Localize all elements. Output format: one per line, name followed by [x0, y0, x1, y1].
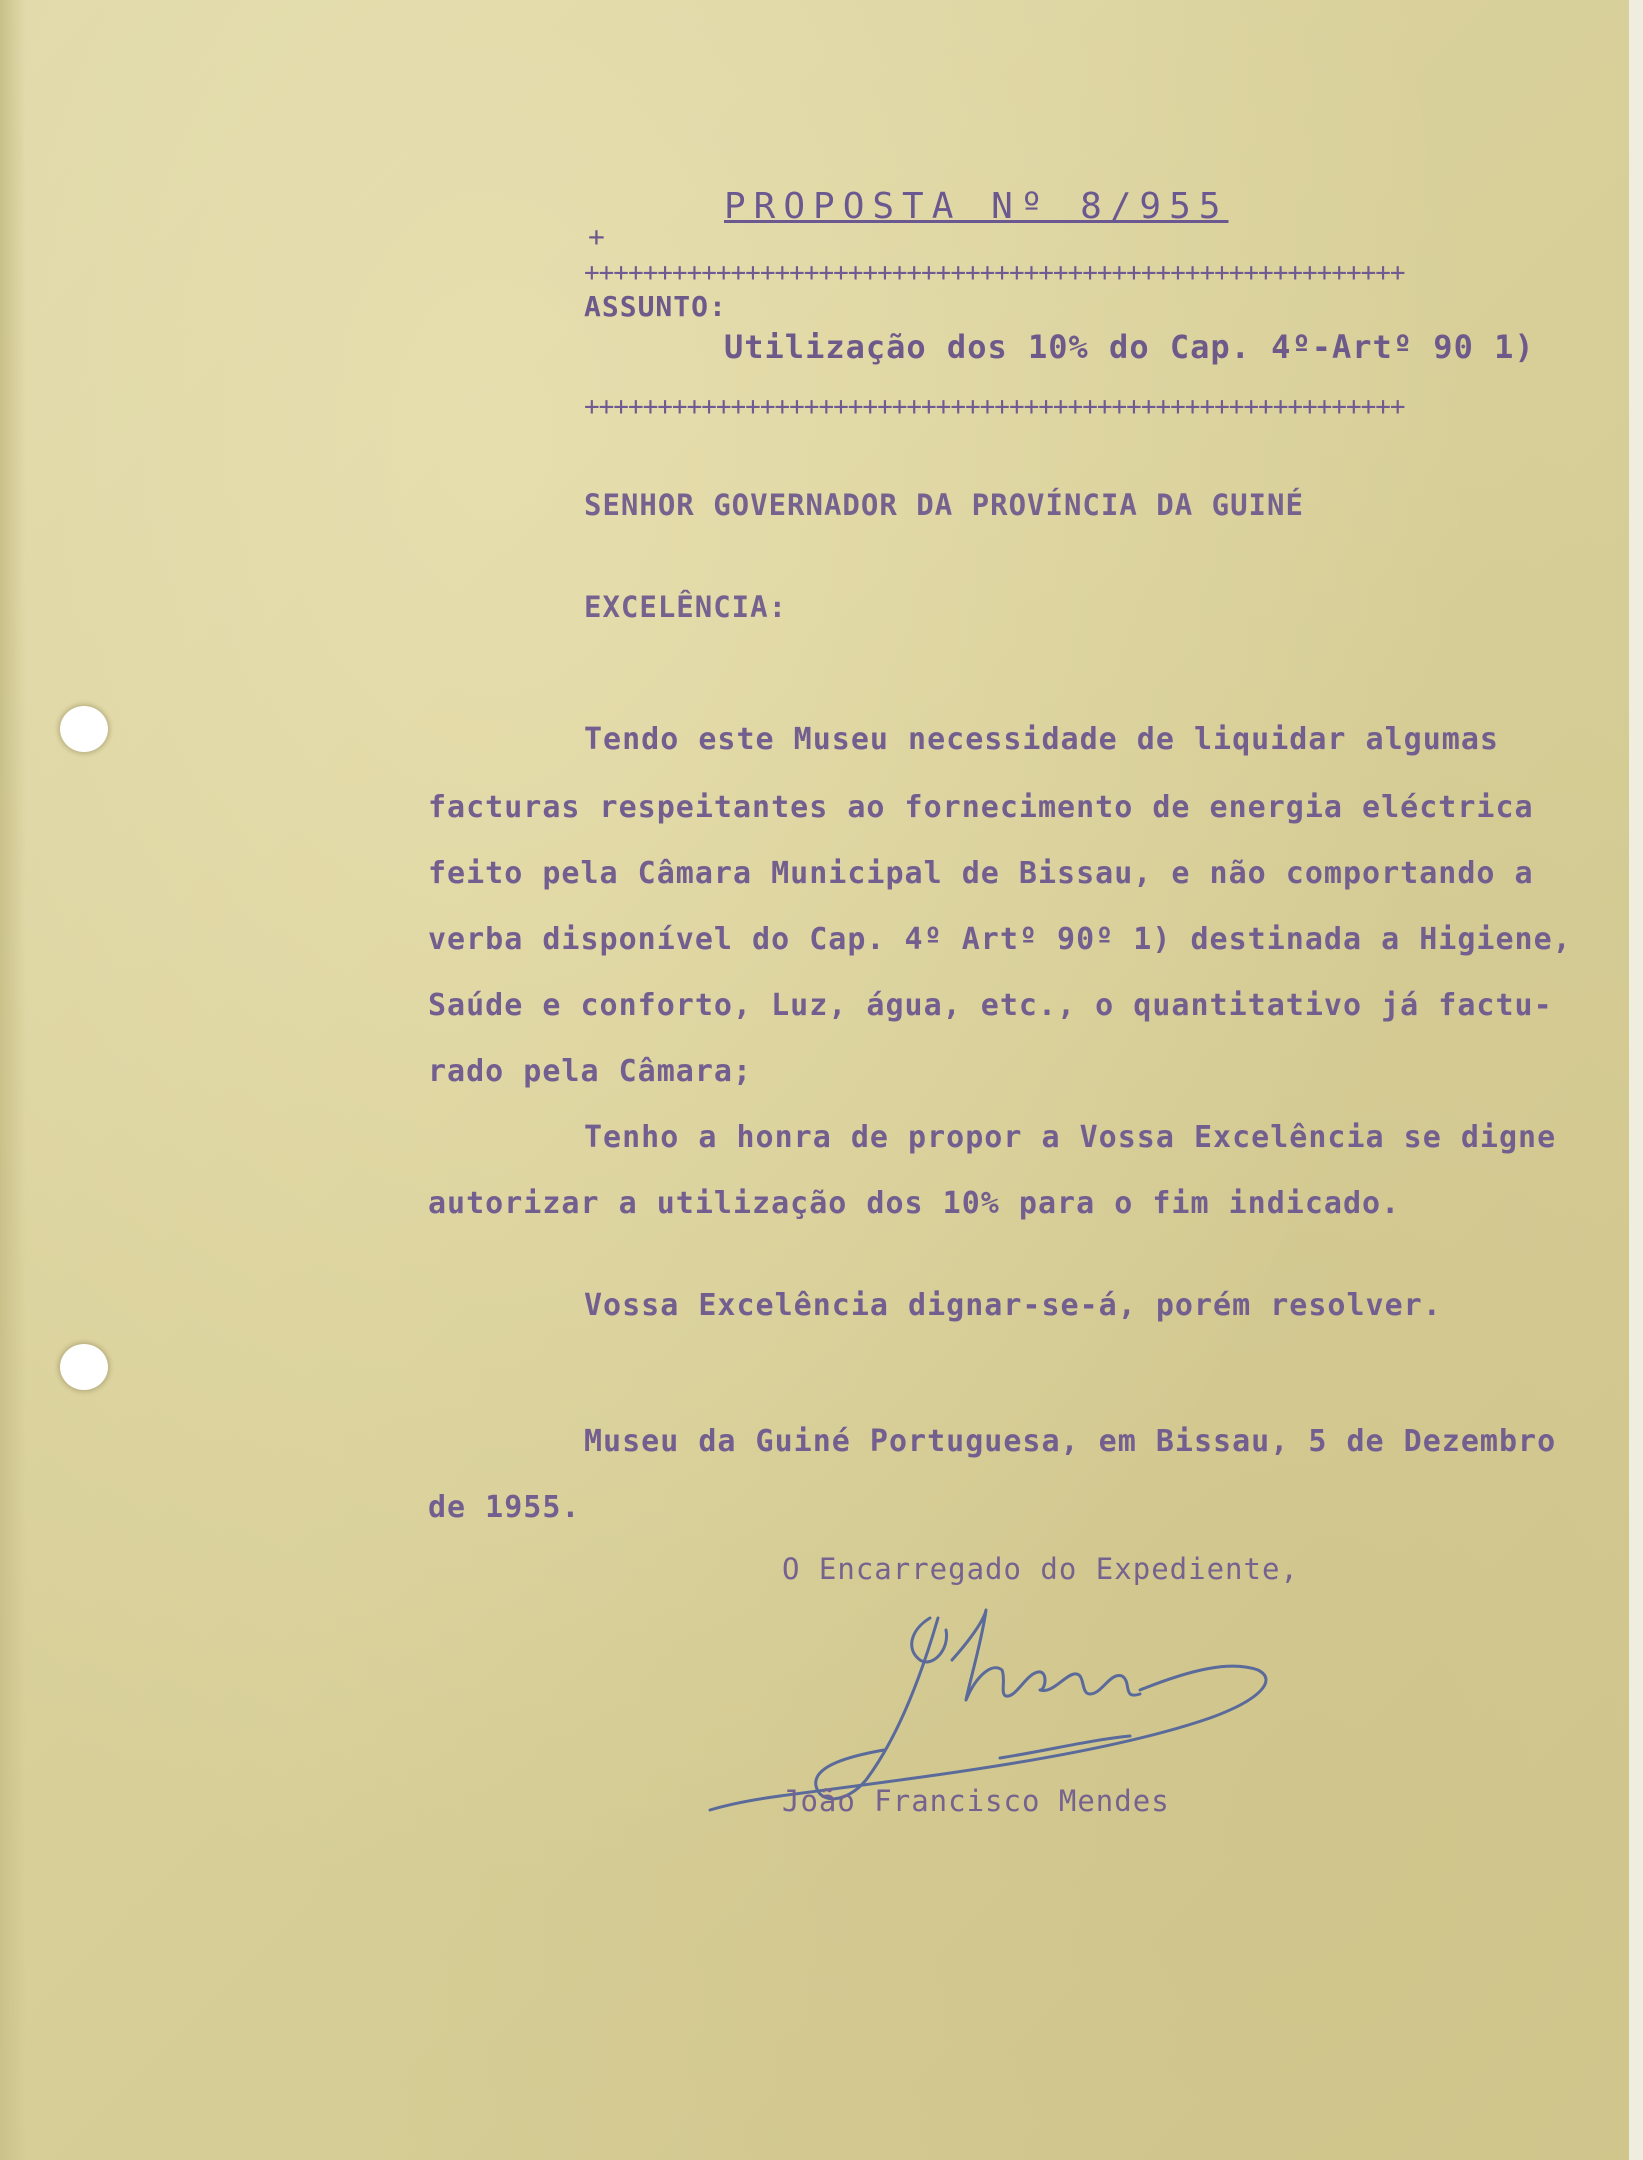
body-line-4: verba disponível do Cap. 4º Artº 90º 1) destinada a Higiene,	[428, 922, 1572, 957]
body-line-11: de 1955.	[428, 1490, 581, 1525]
greeting: EXCELÊNCIA:	[584, 590, 788, 624]
body-line-3: feito pela Câmara Municipal de Bissau, e não comportando a	[428, 856, 1534, 891]
subject-text: Utilização dos 10% do Cap. 4º-Artº 90 1)	[724, 328, 1535, 366]
body-line-10: Museu da Guiné Portuguesa, em Bissau, 5 de Dezembro	[584, 1424, 1557, 1459]
body-line-5: Saúde e conforto, Luz, água, etc., o quantitativo já factu-	[428, 988, 1553, 1023]
signatory-name: João Francisco Mendes	[782, 1784, 1170, 1818]
body-line-9: Vossa Excelência dignar-se-á, porém resolver.	[584, 1288, 1442, 1323]
plus-mark: +	[588, 220, 606, 253]
body-line-1: Tendo este Museu necessidade de liquidar algumas	[584, 722, 1499, 757]
separator-bottom: ++++++++++++++++++++++++++++++++++++++++++++++++++++++++	[584, 392, 1405, 422]
punch-hole-bottom	[60, 1344, 108, 1390]
closing: O Encarregado do Expediente,	[782, 1552, 1299, 1586]
document-title: PROPOSTA Nº 8/955	[724, 186, 1229, 227]
addressee: SENHOR GOVERNADOR DA PROVÍNCIA DA GUINÉ	[584, 488, 1304, 522]
separator-top: ++++++++++++++++++++++++++++++++++++++++++++++++++++++++	[584, 258, 1405, 288]
punch-hole-top	[60, 706, 108, 752]
paper-edge-torn	[1629, 0, 1643, 2160]
body-line-6: rado pela Câmara;	[428, 1054, 753, 1089]
body-line-2: facturas respeitantes ao fornecimento de energia eléctrica	[428, 790, 1534, 825]
body-line-8: autorizar a utilização dos 10% para o fim indicado.	[428, 1186, 1401, 1221]
paper-edge-shadow	[0, 0, 26, 2160]
body-line-7: Tenho a honra de propor a Vossa Excelência se digne	[584, 1120, 1557, 1155]
subject-label: ASSUNTO:	[584, 290, 727, 323]
